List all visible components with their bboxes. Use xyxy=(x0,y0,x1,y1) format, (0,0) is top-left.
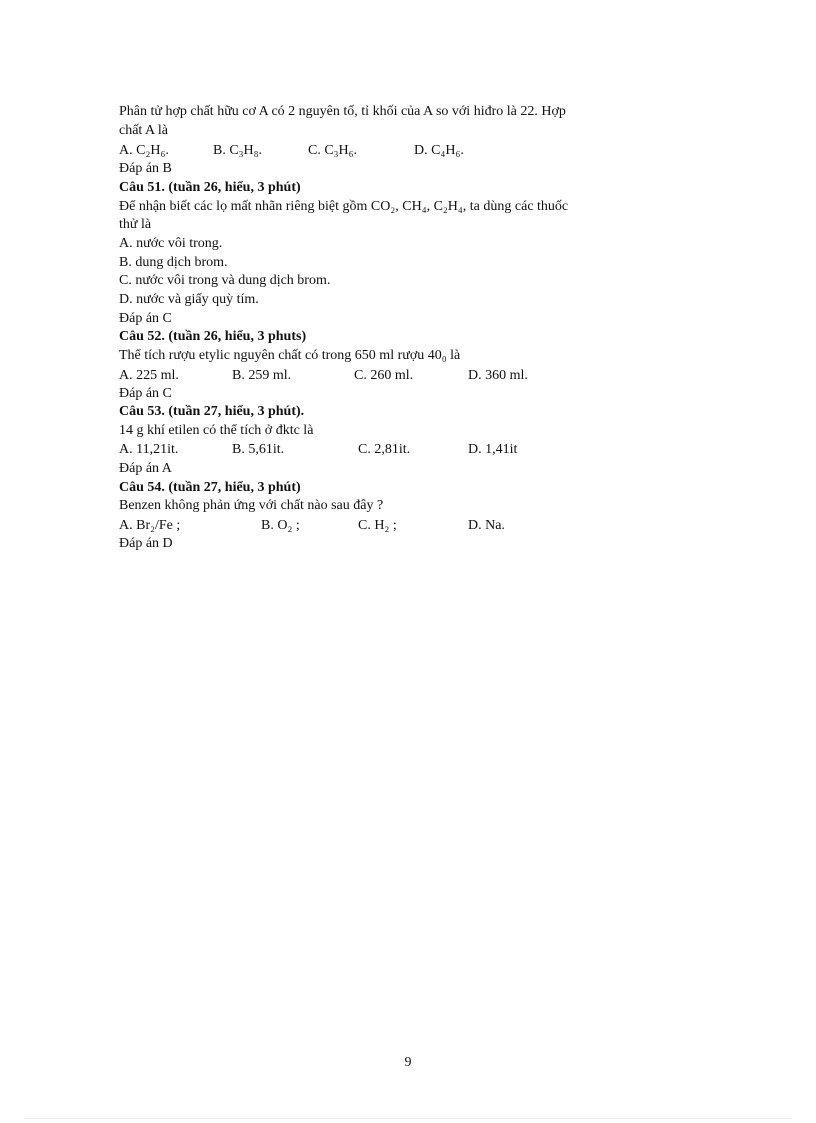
q51-question-line-1: Để nhận biết các lọ mất nhãn riêng biệt gồm CO₂, CH₄, C₂H₄, ta dùng các thuốc xyxy=(119,199,569,214)
q51-heading: Câu 51. (tuần 26, hiểu, 3 phút) xyxy=(119,180,301,195)
q52-option-c: C. 260 ml. xyxy=(354,368,414,383)
intro-answer: Đáp án B xyxy=(119,161,172,176)
q51-option-a: A. nước vôi trong. xyxy=(119,236,223,251)
q52-option-a: A. 225 ml. xyxy=(119,368,179,383)
q54-option-d: D. Na. xyxy=(468,518,505,533)
q51-option-b: B. dung dịch brom. xyxy=(119,255,228,270)
page-bottom-divider xyxy=(24,1118,792,1119)
q53-option-c: C. 2,81it. xyxy=(358,442,411,457)
q54-heading: Câu 54. (tuần 27, hiểu, 3 phút) xyxy=(119,480,301,495)
q51-answer: Đáp án C xyxy=(119,311,172,326)
q52-option-b: B. 259 ml. xyxy=(232,368,292,383)
q54-option-c: C. H₂ ; xyxy=(358,518,397,533)
q53-heading: Câu 53. (tuần 27, hiểu, 3 phút). xyxy=(119,404,305,419)
intro-option-b: B. C₃H₈. xyxy=(213,143,263,158)
q53-option-a: A. 11,21it. xyxy=(119,442,179,457)
intro-option-a: A. C₂H₆. xyxy=(119,143,169,158)
intro-option-c: C. C₃H₆. xyxy=(308,143,358,158)
intro-question-line-1: Phân tử hợp chất hữu cơ A có 2 nguyên tố, tỉ khối của A so với hiđro là 22. Hợp xyxy=(119,104,566,119)
intro-question-line-2: chất A là xyxy=(119,123,168,138)
q52-heading: Câu 52. (tuần 26, hiểu, 3 phuts) xyxy=(119,329,307,344)
q51-option-c: C. nước vôi trong và dung dịch brom. xyxy=(119,273,331,288)
q53-answer: Đáp án A xyxy=(119,461,172,476)
q52-option-d: D. 360 ml. xyxy=(468,368,528,383)
q53-option-b: B. 5,61it. xyxy=(232,442,285,457)
q53-option-d: D. 1,41it xyxy=(468,442,518,457)
q51-option-d: D. nước và giấy quỳ tím. xyxy=(119,292,259,307)
page-number: 9 xyxy=(404,1055,412,1070)
q53-question-line-1: 14 g khí etilen có thể tích ở đktc là xyxy=(119,423,314,438)
q54-option-a: A. Br₂/Fe ; xyxy=(119,518,181,533)
q54-option-b: B. O₂ ; xyxy=(261,518,300,533)
q51-question-line-2: thử là xyxy=(119,217,152,232)
intro-option-d: D. C₄H₆. xyxy=(414,143,464,158)
q54-answer: Đáp án D xyxy=(119,536,173,551)
q54-question-line-1: Benzen không phản ứng với chất nào sau đây ? xyxy=(119,498,384,513)
q52-question-line-1: Thể tích rượu etylic nguyên chất có trong 650 ml rượu 40₀ là xyxy=(119,348,461,363)
q52-answer: Đáp án C xyxy=(119,386,172,401)
